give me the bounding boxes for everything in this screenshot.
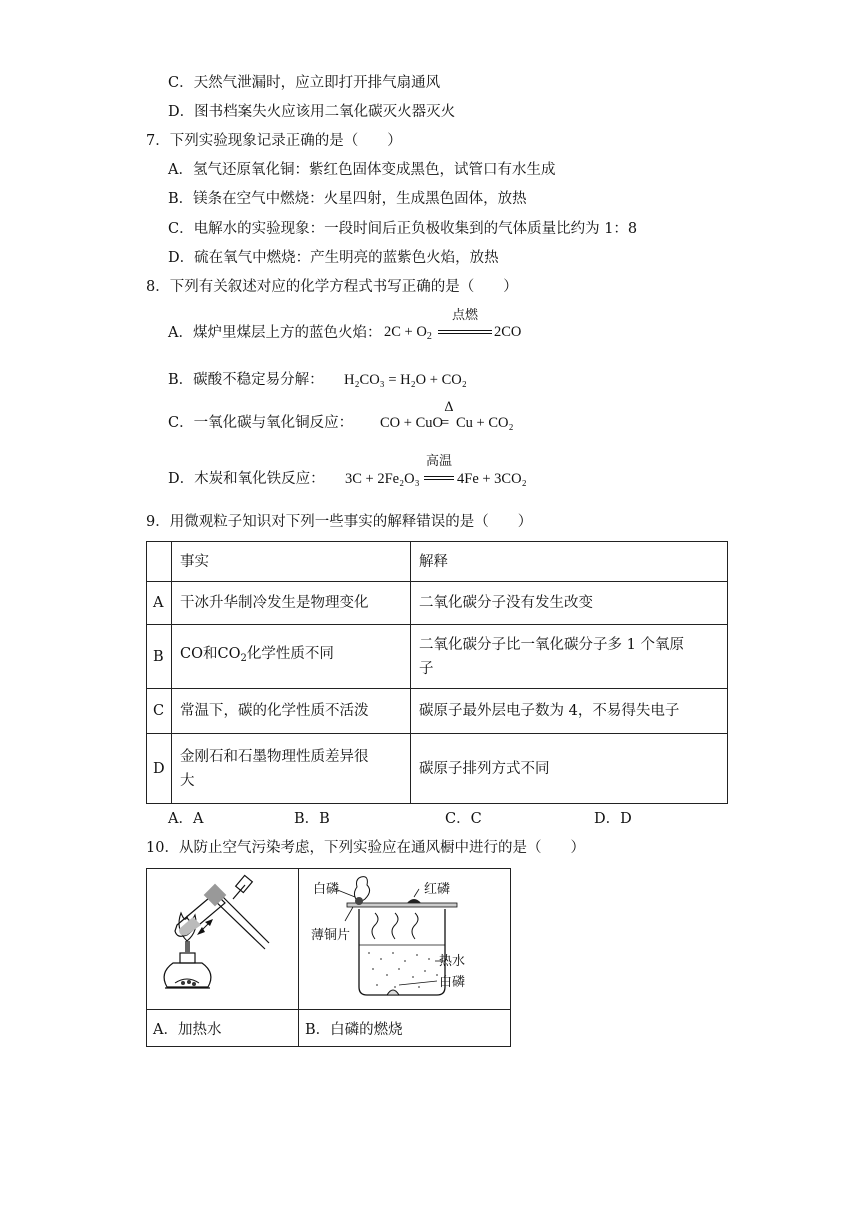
row-label: C bbox=[147, 689, 172, 734]
label-hot-water: 热水 bbox=[439, 954, 466, 969]
white-phosphorus-diagram bbox=[299, 869, 510, 1005]
q9-stem: 9．用微观粒子知识对下列一些事实的解释错误的是（ ） bbox=[146, 514, 533, 530]
figure-a-caption: A．加热水 bbox=[147, 1010, 299, 1047]
q9-table bbox=[146, 541, 728, 804]
row-label: A bbox=[147, 582, 172, 625]
q8-option-a-condition: 点燃 bbox=[451, 308, 478, 323]
row-label: B bbox=[147, 625, 172, 689]
row-fact: CO和$CO_2$化学性质不同 bbox=[172, 625, 411, 689]
q8-option-a-rhs: 2CO bbox=[494, 324, 522, 340]
q8-option-c-rhs: Cu + CO₂ bbox=[456, 415, 514, 431]
q8-option-d-condition: 高温 bbox=[425, 454, 452, 469]
q8-option-a-equals bbox=[438, 330, 492, 334]
q8-option-c-lhs: CO + CuO bbox=[380, 415, 443, 431]
figure-a-cell bbox=[147, 869, 299, 1010]
q7-option-c: C．电解水的实验现象：一段时间后正负极收集到的气体质量比约为 1：8 bbox=[168, 221, 638, 237]
q7-option-a: A．氢气还原氧化铜：紫红色固体变成黑色，试管口有水生成 bbox=[168, 162, 556, 178]
q9-answer-d: D．D bbox=[594, 811, 632, 827]
table-row bbox=[147, 734, 728, 804]
row-explain: 碳原子排列方式不同 bbox=[411, 734, 728, 804]
q8-option-a-lhs: $2C + O_2$ bbox=[384, 324, 432, 342]
row-fact: 金刚石和石墨物理性质差异很 大 bbox=[172, 734, 411, 804]
row-label: D bbox=[147, 734, 172, 804]
q7-stem: 7．下列实验现象记录正确的是（ ） bbox=[146, 133, 402, 149]
row-fact: 常温下，碳的化学性质不活泼 bbox=[172, 689, 411, 734]
row-explain: 二氧化碳分子没有发生改变 bbox=[411, 582, 728, 625]
label-white-phosphorus-top: 白磷 bbox=[313, 882, 340, 897]
q8-option-d-rhs: 4Fe + 3CO₂ bbox=[457, 471, 527, 487]
q8-option-b-text: B．碳酸不稳定易分解： bbox=[168, 372, 324, 388]
q8-option-c-text: C．一氧化碳与氧化铜反应： bbox=[168, 415, 354, 431]
table-row bbox=[147, 689, 728, 734]
heating-water-diagram bbox=[147, 869, 298, 1005]
q9-answer-c: C．C bbox=[445, 811, 482, 827]
q10-figure-table bbox=[146, 868, 511, 1047]
q8-option-d-lhs: 3C + 2Fe₂O₃ bbox=[345, 471, 420, 487]
q7-option-d: D．硫在氧气中燃烧：产生明亮的蓝紫色火焰，放热 bbox=[168, 250, 499, 266]
row-explain: 二氧化碳分子比一氧化碳分子多 1 个氧原 子 bbox=[411, 625, 728, 689]
q6-option-d: D．图书档案失火应该用二氧化碳灭火器灭火 bbox=[168, 104, 456, 120]
q9-answer-b: B．B bbox=[294, 811, 330, 827]
q9-answer-a: A．A bbox=[168, 811, 204, 827]
header-explain: 解释 bbox=[411, 542, 728, 582]
q8-option-c-equals: = bbox=[441, 415, 450, 431]
q8-stem: 8．下列有关叙述对应的化学方程式书写正确的是（ ） bbox=[146, 279, 518, 295]
row-explain: 碳原子最外层电子数为 4，不易得失电子 bbox=[411, 689, 728, 734]
q7-option-b: B．镁条在空气中燃烧：火星四射，生成黑色固体，放热 bbox=[168, 191, 527, 207]
q8-option-a-text: A．煤炉里煤层上方的蓝色火焰： bbox=[168, 325, 382, 341]
q8-option-b-equation: H₂CO₃ = H₂O + CO₂ bbox=[344, 372, 467, 388]
q8-option-d-equals bbox=[424, 476, 454, 480]
label-copper-plate: 薄铜片 bbox=[311, 928, 351, 943]
q10-stem: 10．从防止空气污染考虑，下列实验应在通风橱中进行的是（ ） bbox=[146, 840, 585, 856]
q8-option-c-condition: Δ bbox=[444, 400, 454, 415]
figure-b-cell bbox=[299, 869, 511, 1010]
table-row bbox=[147, 582, 728, 625]
label-red-phosphorus: 红磷 bbox=[424, 882, 451, 897]
label-white-phosphorus-bottom: 白磷 bbox=[439, 975, 466, 990]
q6-option-c: C．天然气泄漏时，应立即打开排气扇通风 bbox=[168, 75, 441, 91]
header-fact: 事实 bbox=[172, 542, 411, 582]
figure-b-caption: B．白磷的燃烧 bbox=[299, 1010, 511, 1047]
table-row bbox=[147, 542, 728, 582]
row-fact: 干冰升华制冷发生是物理变化 bbox=[172, 582, 411, 625]
table-row bbox=[147, 625, 728, 689]
q8-option-d-text: D．木炭和氧化铁反应： bbox=[168, 471, 325, 487]
